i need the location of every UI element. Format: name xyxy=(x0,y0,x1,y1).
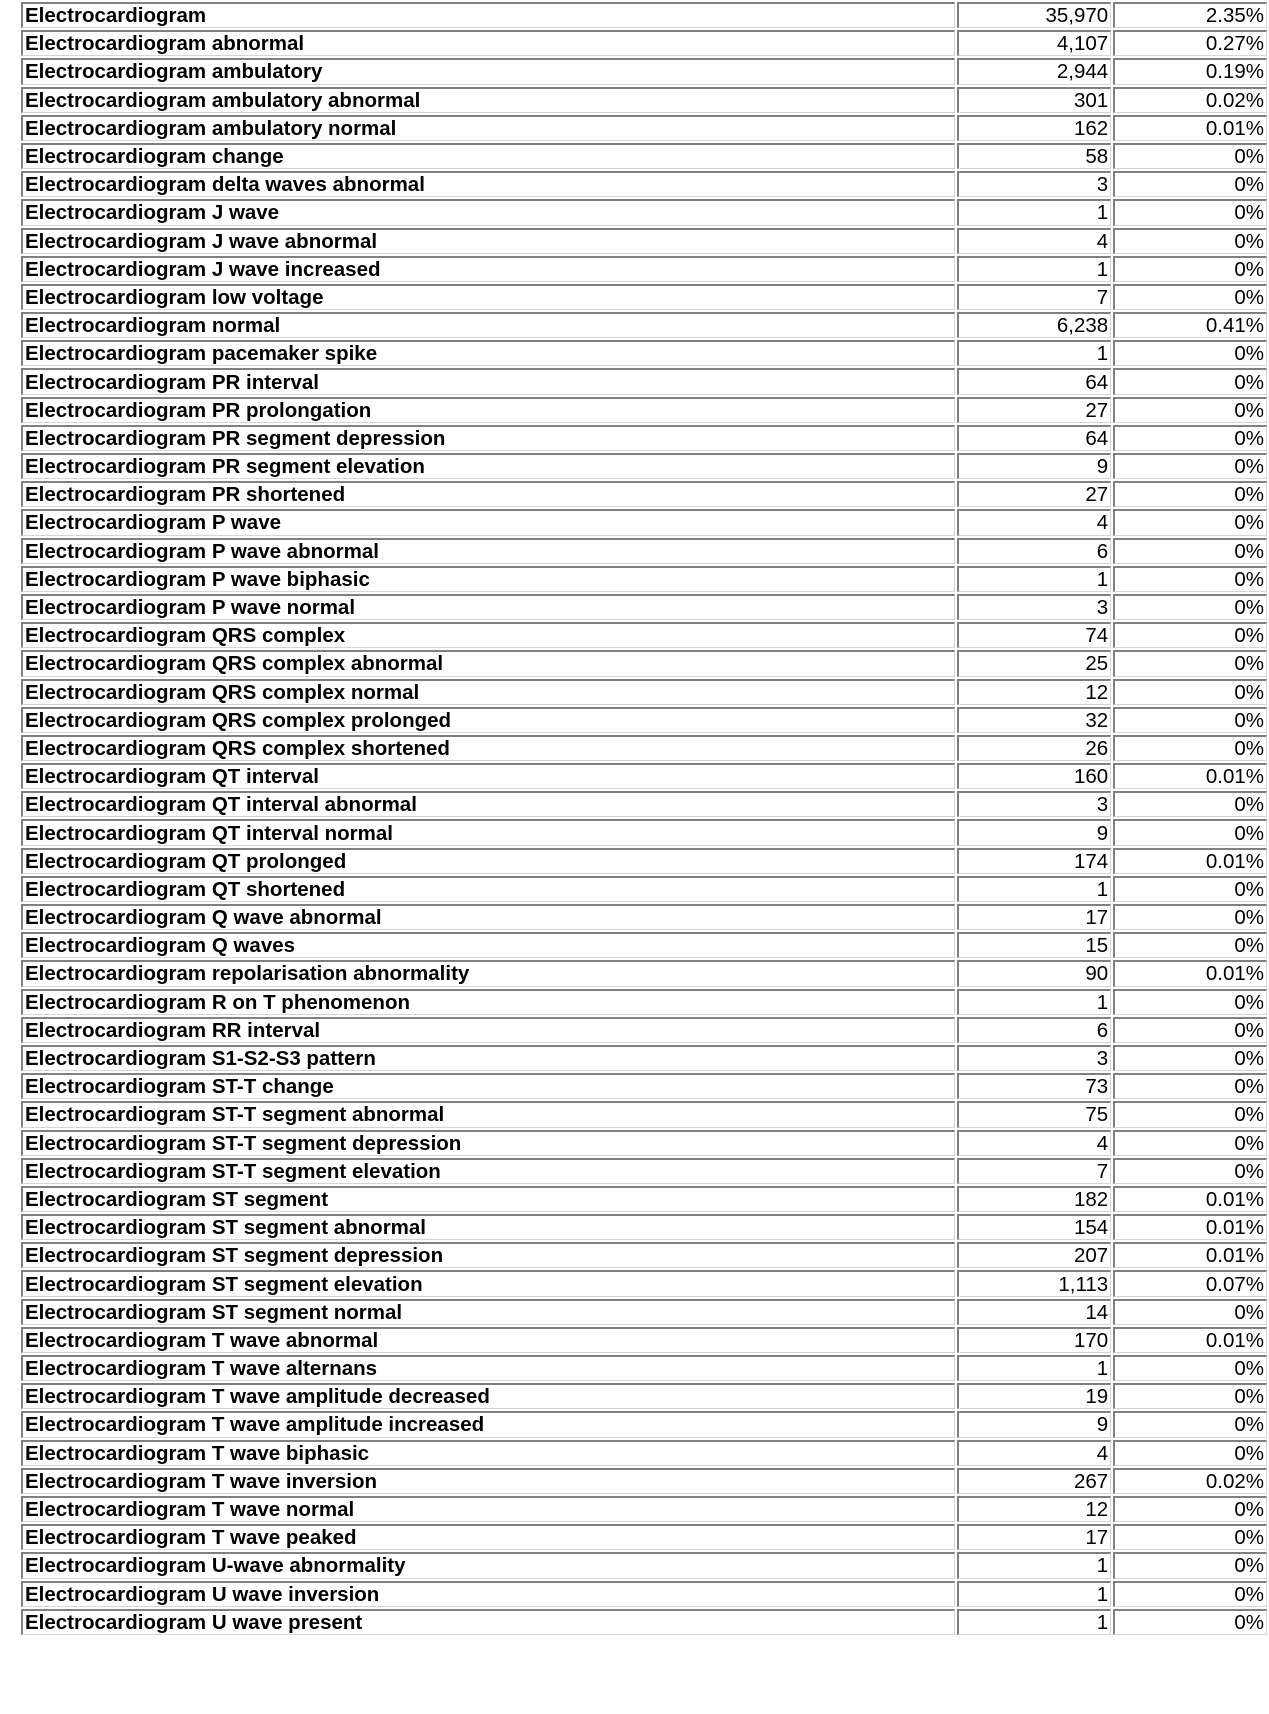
percent-cell: 0% xyxy=(1113,171,1267,197)
percent-cell: 0.01% xyxy=(1113,763,1267,789)
count-cell: 6 xyxy=(957,1017,1111,1043)
table-row xyxy=(21,1327,1267,1353)
percent-cell: 0% xyxy=(1113,1411,1267,1437)
percent-cell: 0% xyxy=(1113,453,1267,479)
term-cell: Electrocardiogram ST segment abnormal xyxy=(21,1214,955,1240)
term-cell: Electrocardiogram QT prolonged xyxy=(21,848,955,874)
percent-cell: 0% xyxy=(1113,1130,1267,1156)
percent-cell: 0% xyxy=(1113,256,1267,282)
count-cell: 35,970 xyxy=(957,2,1111,28)
term-cell: Electrocardiogram ST segment elevation xyxy=(21,1270,955,1296)
term-cell: Electrocardiogram U wave present xyxy=(21,1609,955,1635)
percent-cell: 0.19% xyxy=(1113,58,1267,84)
count-cell: 4 xyxy=(957,509,1111,535)
term-cell: Electrocardiogram PR segment elevation xyxy=(21,453,955,479)
percent-cell: 0% xyxy=(1113,989,1267,1015)
count-cell: 162 xyxy=(957,115,1111,141)
term-cell: Electrocardiogram PR shortened xyxy=(21,481,955,507)
percent-cell: 0% xyxy=(1113,1383,1267,1409)
table-row xyxy=(21,228,1267,254)
percent-cell: 0% xyxy=(1113,819,1267,845)
table-row xyxy=(21,848,1267,874)
table-row xyxy=(21,1468,1267,1494)
percent-cell: 0.01% xyxy=(1113,1242,1267,1268)
term-cell: Electrocardiogram U wave inversion xyxy=(21,1581,955,1607)
percent-cell: 0% xyxy=(1113,509,1267,535)
table-row xyxy=(21,87,1267,113)
percent-cell: 0% xyxy=(1113,143,1267,169)
term-cell: Electrocardiogram PR segment depression xyxy=(21,425,955,451)
table-row xyxy=(21,312,1267,338)
table-row xyxy=(21,876,1267,902)
table-row xyxy=(21,1524,1267,1550)
count-cell: 1 xyxy=(957,876,1111,902)
term-cell: Electrocardiogram Q waves xyxy=(21,932,955,958)
term-cell: Electrocardiogram P wave xyxy=(21,509,955,535)
percent-cell: 0% xyxy=(1113,1017,1267,1043)
count-cell: 170 xyxy=(957,1327,1111,1353)
term-cell: Electrocardiogram QRS complex shortened xyxy=(21,735,955,761)
count-cell: 9 xyxy=(957,453,1111,479)
percent-cell: 0% xyxy=(1113,1355,1267,1381)
percent-cell: 0% xyxy=(1113,228,1267,254)
count-cell: 4 xyxy=(957,228,1111,254)
percent-cell: 0% xyxy=(1113,876,1267,902)
term-cell: Electrocardiogram ST segment depression xyxy=(21,1242,955,1268)
table-row xyxy=(21,1355,1267,1381)
term-cell: Electrocardiogram QRS complex abnormal xyxy=(21,650,955,676)
table-row xyxy=(21,1440,1267,1466)
term-cell: Electrocardiogram S1-S2-S3 pattern xyxy=(21,1045,955,1071)
table-row xyxy=(21,143,1267,169)
table-row xyxy=(21,1270,1267,1296)
table-row xyxy=(21,509,1267,535)
count-cell: 64 xyxy=(957,368,1111,394)
term-cell: Electrocardiogram J wave xyxy=(21,199,955,225)
term-cell: Electrocardiogram T wave abnormal xyxy=(21,1327,955,1353)
percent-cell: 0% xyxy=(1113,1496,1267,1522)
percent-cell: 0.01% xyxy=(1113,848,1267,874)
count-cell: 17 xyxy=(957,904,1111,930)
table-row xyxy=(21,1609,1267,1635)
percent-cell: 0.41% xyxy=(1113,312,1267,338)
term-cell: Electrocardiogram RR interval xyxy=(21,1017,955,1043)
term-cell: Electrocardiogram P wave biphasic xyxy=(21,566,955,592)
table-row xyxy=(21,1158,1267,1184)
percent-cell: 0% xyxy=(1113,397,1267,423)
percent-cell: 0% xyxy=(1113,594,1267,620)
term-cell: Electrocardiogram P wave normal xyxy=(21,594,955,620)
count-cell: 6 xyxy=(957,538,1111,564)
table-row xyxy=(21,284,1267,310)
table-row xyxy=(21,679,1267,705)
table-row xyxy=(21,425,1267,451)
count-cell: 25 xyxy=(957,650,1111,676)
table-row xyxy=(21,453,1267,479)
percent-cell: 0% xyxy=(1113,1609,1267,1635)
percent-cell: 0% xyxy=(1113,340,1267,366)
percent-cell: 0.07% xyxy=(1113,1270,1267,1296)
percent-cell: 0% xyxy=(1113,368,1267,394)
percent-cell: 0% xyxy=(1113,481,1267,507)
table-row xyxy=(21,763,1267,789)
term-cell: Electrocardiogram R on T phenomenon xyxy=(21,989,955,1015)
count-cell: 4,107 xyxy=(957,30,1111,56)
term-cell: Electrocardiogram ST-T segment elevation xyxy=(21,1158,955,1184)
count-cell: 64 xyxy=(957,425,1111,451)
percent-cell: 0.01% xyxy=(1113,115,1267,141)
count-cell: 3 xyxy=(957,171,1111,197)
table-row xyxy=(21,622,1267,648)
count-cell: 27 xyxy=(957,481,1111,507)
table-row xyxy=(21,171,1267,197)
count-cell: 75 xyxy=(957,1101,1111,1127)
table-row xyxy=(21,368,1267,394)
percent-cell: 0% xyxy=(1113,1581,1267,1607)
term-cell: Electrocardiogram QT interval xyxy=(21,763,955,789)
term-cell: Electrocardiogram U-wave abnormality xyxy=(21,1552,955,1578)
term-cell: Electrocardiogram P wave abnormal xyxy=(21,538,955,564)
table-row xyxy=(21,1299,1267,1325)
term-cell: Electrocardiogram ambulatory normal xyxy=(21,115,955,141)
percent-cell: 0% xyxy=(1113,284,1267,310)
count-cell: 1 xyxy=(957,340,1111,366)
count-cell: 207 xyxy=(957,1242,1111,1268)
count-cell: 3 xyxy=(957,594,1111,620)
table-row xyxy=(21,594,1267,620)
term-cell: Electrocardiogram PR prolongation xyxy=(21,397,955,423)
count-cell: 1,113 xyxy=(957,1270,1111,1296)
term-cell: Electrocardiogram QRS complex normal xyxy=(21,679,955,705)
term-cell: Electrocardiogram xyxy=(21,2,955,28)
table-row xyxy=(21,1383,1267,1409)
table-row xyxy=(21,1101,1267,1127)
count-cell: 17 xyxy=(957,1524,1111,1550)
table-row xyxy=(21,256,1267,282)
count-cell: 74 xyxy=(957,622,1111,648)
term-cell: Electrocardiogram ambulatory xyxy=(21,58,955,84)
count-cell: 9 xyxy=(957,819,1111,845)
term-cell: Electrocardiogram ST-T change xyxy=(21,1073,955,1099)
count-cell: 301 xyxy=(957,87,1111,113)
percent-cell: 0.02% xyxy=(1113,1468,1267,1494)
table-row xyxy=(21,58,1267,84)
percent-cell: 0% xyxy=(1113,904,1267,930)
table-row xyxy=(21,1017,1267,1043)
percent-cell: 0% xyxy=(1113,932,1267,958)
count-cell: 174 xyxy=(957,848,1111,874)
term-cell: Electrocardiogram T wave alternans xyxy=(21,1355,955,1381)
percent-cell: 0% xyxy=(1113,1101,1267,1127)
term-cell: Electrocardiogram repolarisation abnormality xyxy=(21,960,955,986)
table-row xyxy=(21,1411,1267,1437)
table-row xyxy=(21,707,1267,733)
term-cell: Electrocardiogram Q wave abnormal xyxy=(21,904,955,930)
count-cell: 12 xyxy=(957,679,1111,705)
table-row xyxy=(21,1581,1267,1607)
count-cell: 32 xyxy=(957,707,1111,733)
table-row xyxy=(21,30,1267,56)
table-row xyxy=(21,1130,1267,1156)
count-cell: 1 xyxy=(957,199,1111,225)
percent-cell: 0% xyxy=(1113,622,1267,648)
percent-cell: 0.01% xyxy=(1113,1327,1267,1353)
percent-cell: 0% xyxy=(1113,566,1267,592)
term-cell: Electrocardiogram QRS complex xyxy=(21,622,955,648)
table-row xyxy=(21,1073,1267,1099)
percent-cell: 0% xyxy=(1113,707,1267,733)
percent-cell: 0% xyxy=(1113,791,1267,817)
percent-cell: 0% xyxy=(1113,1524,1267,1550)
table-row xyxy=(21,1045,1267,1071)
count-cell: 15 xyxy=(957,932,1111,958)
count-cell: 1 xyxy=(957,566,1111,592)
count-cell: 154 xyxy=(957,1214,1111,1240)
percent-cell: 0.01% xyxy=(1113,1214,1267,1240)
term-cell: Electrocardiogram QT shortened xyxy=(21,876,955,902)
table-row xyxy=(21,566,1267,592)
table-row xyxy=(21,481,1267,507)
percent-cell: 0.01% xyxy=(1113,960,1267,986)
percent-cell: 0% xyxy=(1113,1073,1267,1099)
table-row xyxy=(21,904,1267,930)
count-cell: 12 xyxy=(957,1496,1111,1522)
table-row xyxy=(21,735,1267,761)
percent-cell: 0% xyxy=(1113,650,1267,676)
term-cell: Electrocardiogram ambulatory abnormal xyxy=(21,87,955,113)
count-cell: 19 xyxy=(957,1383,1111,1409)
percent-cell: 0% xyxy=(1113,1440,1267,1466)
table-row xyxy=(21,650,1267,676)
table-row xyxy=(21,989,1267,1015)
ecg-terms-table xyxy=(19,0,1269,1637)
count-cell: 6,238 xyxy=(957,312,1111,338)
count-cell: 90 xyxy=(957,960,1111,986)
table-row xyxy=(21,819,1267,845)
table-row xyxy=(21,2,1267,28)
count-cell: 1 xyxy=(957,1609,1111,1635)
percent-cell: 0% xyxy=(1113,679,1267,705)
count-cell: 4 xyxy=(957,1130,1111,1156)
count-cell: 1 xyxy=(957,1355,1111,1381)
term-cell: Electrocardiogram T wave inversion xyxy=(21,1468,955,1494)
percent-cell: 0.01% xyxy=(1113,1186,1267,1212)
term-cell: Electrocardiogram T wave amplitude decreased xyxy=(21,1383,955,1409)
count-cell: 7 xyxy=(957,284,1111,310)
term-cell: Electrocardiogram change xyxy=(21,143,955,169)
percent-cell: 0% xyxy=(1113,1045,1267,1071)
percent-cell: 0% xyxy=(1113,1158,1267,1184)
count-cell: 73 xyxy=(957,1073,1111,1099)
count-cell: 14 xyxy=(957,1299,1111,1325)
percent-cell: 0.02% xyxy=(1113,87,1267,113)
table-body xyxy=(21,2,1267,1635)
table-row xyxy=(21,538,1267,564)
term-cell: Electrocardiogram ST segment normal xyxy=(21,1299,955,1325)
table-row xyxy=(21,1242,1267,1268)
term-cell: Electrocardiogram QT interval normal xyxy=(21,819,955,845)
term-cell: Electrocardiogram T wave amplitude increased xyxy=(21,1411,955,1437)
count-cell: 3 xyxy=(957,791,1111,817)
percent-cell: 0% xyxy=(1113,538,1267,564)
term-cell: Electrocardiogram J wave abnormal xyxy=(21,228,955,254)
count-cell: 267 xyxy=(957,1468,1111,1494)
percent-cell: 0% xyxy=(1113,1552,1267,1578)
table-row xyxy=(21,960,1267,986)
table-row xyxy=(21,340,1267,366)
count-cell: 27 xyxy=(957,397,1111,423)
table-row xyxy=(21,1496,1267,1522)
table-row xyxy=(21,115,1267,141)
term-cell: Electrocardiogram QRS complex prolonged xyxy=(21,707,955,733)
count-cell: 1 xyxy=(957,256,1111,282)
term-cell: Electrocardiogram PR interval xyxy=(21,368,955,394)
count-cell: 182 xyxy=(957,1186,1111,1212)
table-row xyxy=(21,1186,1267,1212)
percent-cell: 0% xyxy=(1113,1299,1267,1325)
term-cell: Electrocardiogram normal xyxy=(21,312,955,338)
count-cell: 160 xyxy=(957,763,1111,789)
count-cell: 26 xyxy=(957,735,1111,761)
term-cell: Electrocardiogram delta waves abnormal xyxy=(21,171,955,197)
term-cell: Electrocardiogram T wave peaked xyxy=(21,1524,955,1550)
term-cell: Electrocardiogram ST segment xyxy=(21,1186,955,1212)
table-row xyxy=(21,199,1267,225)
term-cell: Electrocardiogram ST-T segment depression xyxy=(21,1130,955,1156)
count-cell: 4 xyxy=(957,1440,1111,1466)
count-cell: 1 xyxy=(957,989,1111,1015)
count-cell: 7 xyxy=(957,1158,1111,1184)
count-cell: 1 xyxy=(957,1552,1111,1578)
term-cell: Electrocardiogram J wave increased xyxy=(21,256,955,282)
term-cell: Electrocardiogram low voltage xyxy=(21,284,955,310)
count-cell: 2,944 xyxy=(957,58,1111,84)
table-row xyxy=(21,791,1267,817)
count-cell: 58 xyxy=(957,143,1111,169)
count-cell: 1 xyxy=(957,1581,1111,1607)
count-cell: 9 xyxy=(957,1411,1111,1437)
term-cell: Electrocardiogram abnormal xyxy=(21,30,955,56)
percent-cell: 0% xyxy=(1113,735,1267,761)
term-cell: Electrocardiogram pacemaker spike xyxy=(21,340,955,366)
table-row xyxy=(21,932,1267,958)
table-row xyxy=(21,1552,1267,1578)
percent-cell: 2.35% xyxy=(1113,2,1267,28)
table-row xyxy=(21,1214,1267,1240)
term-cell: Electrocardiogram T wave biphasic xyxy=(21,1440,955,1466)
term-cell: Electrocardiogram ST-T segment abnormal xyxy=(21,1101,955,1127)
percent-cell: 0% xyxy=(1113,425,1267,451)
term-cell: Electrocardiogram QT interval abnormal xyxy=(21,791,955,817)
count-cell: 3 xyxy=(957,1045,1111,1071)
percent-cell: 0.27% xyxy=(1113,30,1267,56)
term-cell: Electrocardiogram T wave normal xyxy=(21,1496,955,1522)
table-row xyxy=(21,397,1267,423)
percent-cell: 0% xyxy=(1113,199,1267,225)
